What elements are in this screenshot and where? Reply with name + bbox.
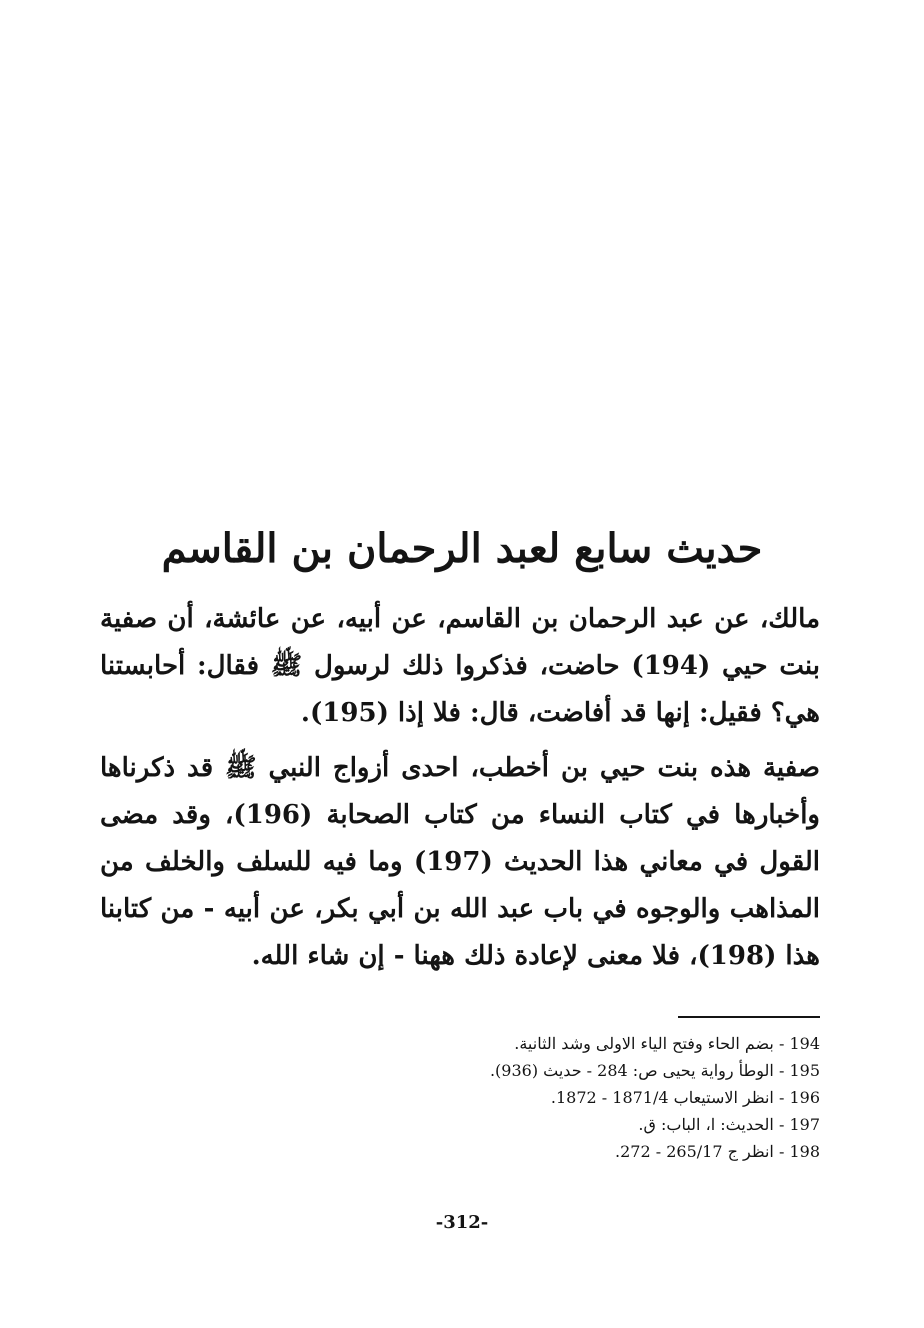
paragraph-hadith: مالك، عن عبد الرحمان بن القاسم، عن أبيه، عن عائشة، أن صفية بنت حيي (194) حاضت، فذكروا ذلك لرسول ﷺ فقال: أحابستنا هي؟ فقيل: إنها قد أفاضت، قال: فلا إذا (195). (100, 604, 821, 728)
footnote-196: 196 - انظر الاستيعاب 1871/4 - 1872. (550, 1088, 820, 1107)
footnote-197: 197 - الحديث: ا، الباب: ق. (638, 1115, 820, 1134)
footnote-195: 195 - الوطأ رواية يحيى ص: 284 - حديث (936). (489, 1061, 820, 1080)
footnote-separator (678, 1016, 820, 1018)
footnote-194: 194 - بضم الحاء وفتح الياء الاولى وشد الثانية. (514, 1034, 820, 1053)
page-number: -312- (435, 1212, 489, 1233)
chapter-title: حديث سابع لعبد الرحمان بن القاسم (161, 524, 763, 572)
paragraph-commentary: صفية هذه بنت حيي بن أخطب، احدى أزواج النبي ﷺ قد ذكرناها وأخبارها في كتاب النساء من كتاب الصحابة (196)، وقد مضى القول في معاني هذا الحديث (197) وما فيه للسلف والخلف من المذاهب والوجوه في باب عبد الله بن أبي بكر، عن أبيه - من كتابنا هذا (198)، فلا معنى لإعادة ذلك ههنا - إن شاء الله. (100, 753, 820, 971)
main-text (100, 596, 820, 980)
footnotes (300, 1030, 820, 1165)
footnote-198: 198 - انظر ج 265/17 - 272. (615, 1142, 820, 1161)
